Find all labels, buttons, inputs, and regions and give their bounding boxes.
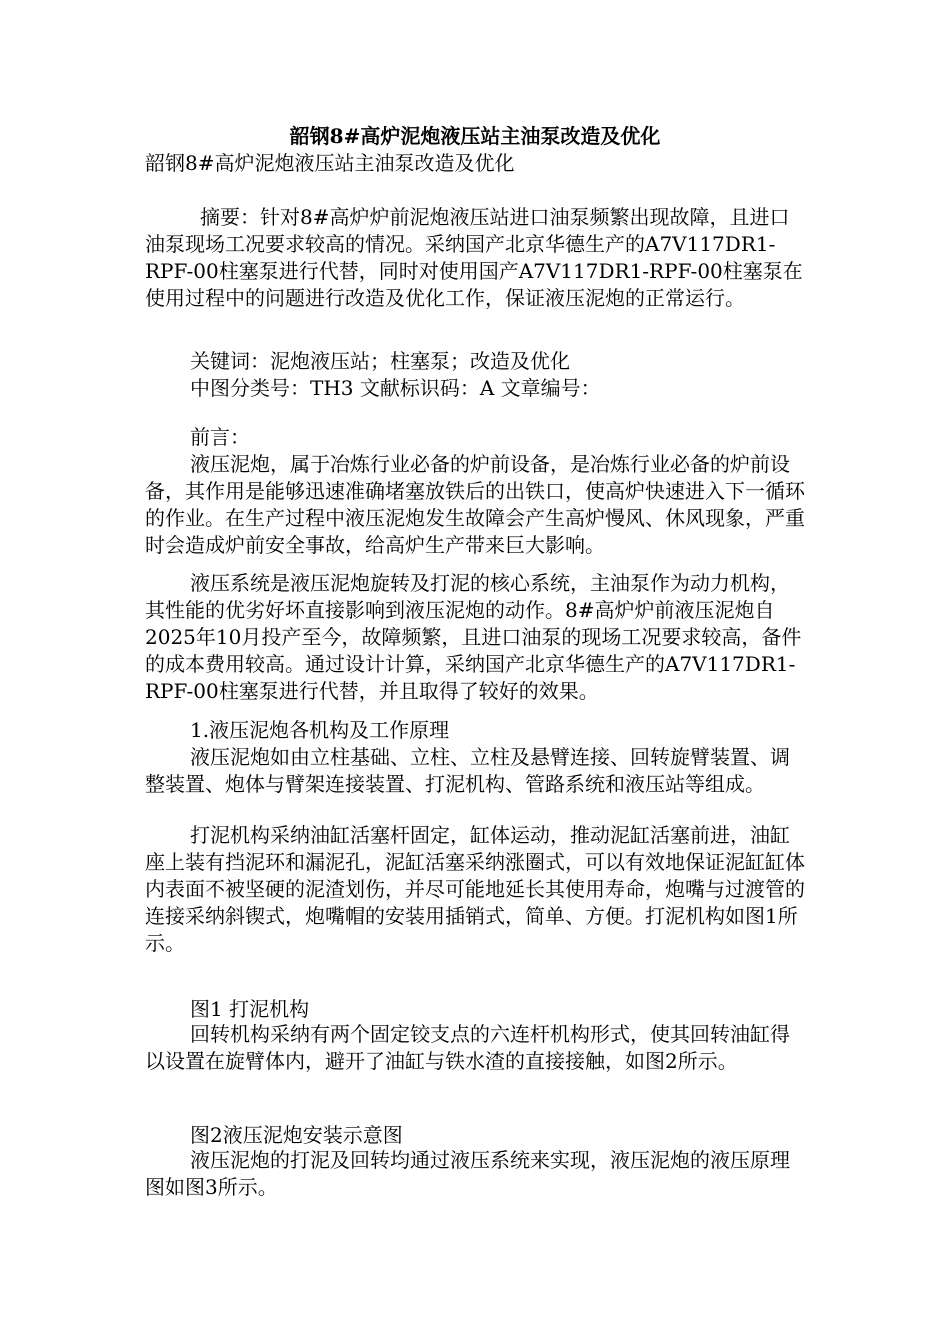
section-1-paragraph-4: 液压泥炮的打泥及回转均通过液压系统来实现，液压泥炮的液压原理图如图3所示。 [145,1148,790,1199]
preface-paragraph-2: 液压系统是液压泥炮旋转及打泥的核心系统，主油泵作为动力机构，其性能的优劣好坏直接影响到液压泥炮的动作。8#高炉炉前液压泥炮自2025年10月投产至今，故障频繁，且进口油泵的现场工况要求较高，备件的成本费用较高。通过设计计算，采纳国产北京华德生产的A7V117DR1-RPF-00柱塞泵进行代替，并且取得了较好的效果。 [145,571,802,703]
keywords-line: 关键词：泥炮液压站；柱塞泵；改造及优化 [190,349,570,373]
classification-line: 中图分类号：TH3 文献标识码：A 文章编号： [190,376,601,400]
section-1-paragraph-1: 液压泥炮如由立柱基础、立柱、立柱及悬臂连接、回转旋臂装置、调整装置、炮体与臂架连接装置、打泥机构、管路系统和液压站等组成。 [145,745,790,796]
section-1-paragraph-3: 回转机构采纳有两个固定铰支点的六连杆机构形式，使其回转油缸得以设置在旋臂体内，避开了油缸与铁水渣的直接接触，如图2所示。 [145,1022,790,1073]
preface-heading: 前言： [190,425,250,449]
preface-paragraph-1: 液压泥炮，属于冶炼行业必备的炉前设备，是冶炼行业必备的炉前设备，其作用是能够迅速准确堵塞放铁后的出铁口，使高炉快速进入下一循环的作业。在生产过程中液压泥炮发生故障会产生高炉慢风、休风现象，严重时会造成炉前安全事故，给高炉生产带来巨大影响。 [145,452,805,557]
document-title: 韶钢8#高炉泥炮液压站主油泵改造及优化 [289,124,661,148]
document-subtitle: 韶钢8#高炉泥炮液压站主油泵改造及优化 [145,151,515,175]
section-1-paragraph-2: 打泥机构采纳油缸活塞杆固定，缸体运动，推动泥缸活塞前进，油缸座上装有挡泥环和漏泥孔，泥缸活塞采纳涨圈式，可以有效地保证泥缸缸体内表面不被坚硬的泥渣划伤，并尽可能地延长其使用寿命，炮嘴与过渡管的连接采纳斜锲式，炮嘴帽的安装用插销式，简单、方便。打泥机构如图1所示。 [145,823,805,955]
section-1-heading: 1.液压泥炮各机构及工作原理 [190,718,450,742]
figure-1-caption: 图1 打泥机构 [190,997,310,1021]
figure-2-caption: 图2液压泥炮安装示意图 [190,1123,403,1147]
abstract-paragraph: 摘要：针对8#高炉炉前泥炮液压站进口油泵频繁出现故障，且进口油泵现场工况要求较高的情况。采纳国产北京华德生产的A7V117DR1-RPF-00柱塞泵进行代替，同时对使用国产A7V117DR1-RPF-00柱塞泵在使用过程中的问题进行改造及优化工作，保证液压泥炮的正常运行。 [145,205,803,310]
